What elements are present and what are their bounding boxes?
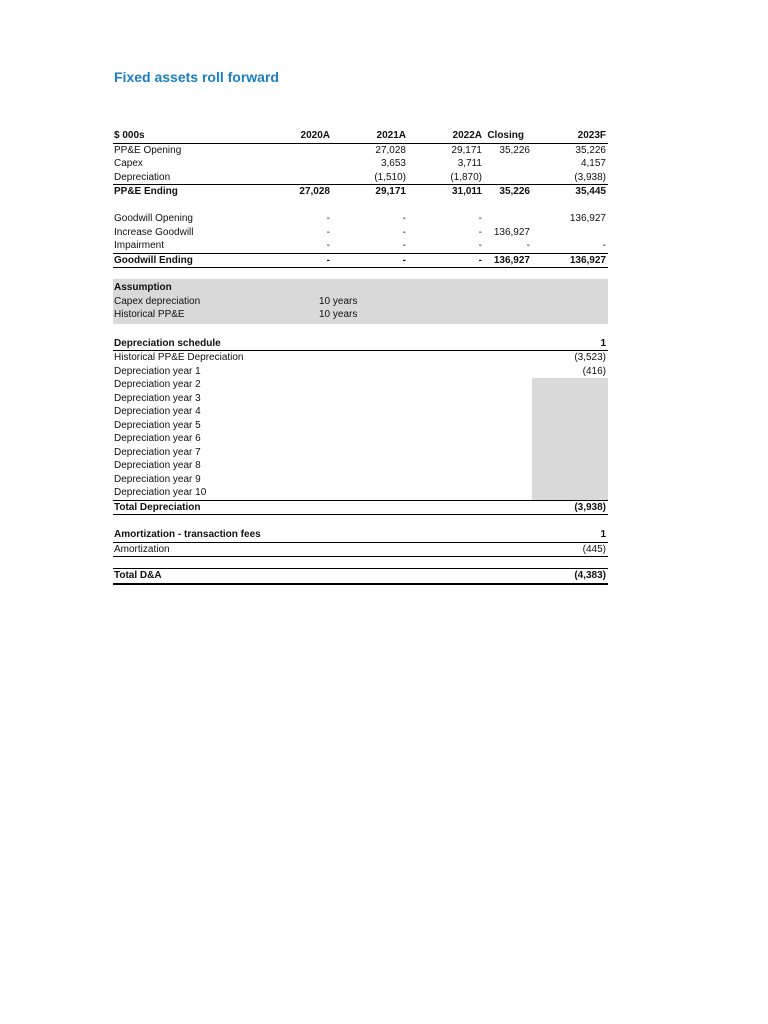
row-label: Historical PP&E	[114, 309, 185, 320]
shaded-cell	[532, 378, 608, 392]
depreciation-schedule-heading-row	[113, 337, 608, 352]
row-label: Impairment	[114, 240, 165, 251]
col-2023f: 2023F	[577, 130, 606, 141]
row-label: Amortization	[114, 543, 170, 555]
cell: 31,011	[451, 186, 482, 197]
section-heading: Amortization - transaction fees	[114, 529, 261, 540]
cell: 136,927	[493, 226, 530, 238]
row-label: Depreciation year 8	[114, 460, 201, 471]
row-label: Capex depreciation	[114, 295, 201, 307]
total-da-row	[113, 568, 608, 585]
cell: 1	[600, 337, 606, 349]
spacer	[113, 557, 608, 568]
historical-ppe-depreciation-row	[113, 351, 608, 365]
row-label: Depreciation year 6	[114, 433, 201, 444]
row-label: Goodwill Ending	[114, 254, 193, 266]
depreciation-year-row	[113, 473, 608, 487]
cell: -	[402, 254, 406, 266]
cell: -	[326, 240, 330, 251]
impairment-row	[113, 239, 608, 254]
depreciation-year-row	[113, 459, 608, 473]
row-label: Depreciation year 4	[114, 406, 201, 417]
cell: -	[478, 240, 482, 251]
cell: (4,383)	[574, 570, 606, 581]
cell: 10 years	[319, 309, 358, 320]
cell: -	[326, 226, 330, 238]
cell: 4,157	[580, 158, 606, 169]
header-row	[113, 129, 608, 144]
cell: 29,171	[375, 186, 406, 197]
cell: (416)	[582, 365, 606, 377]
cell: -	[602, 240, 606, 251]
cell: (1,870)	[450, 171, 482, 183]
cell: -	[326, 254, 330, 266]
cell: (3,938)	[574, 501, 606, 513]
fixed-assets-table	[113, 129, 608, 585]
spacer	[113, 199, 608, 213]
cell: 10 years	[319, 295, 358, 307]
cell: -	[478, 226, 482, 238]
goodwill-increase-row	[113, 226, 608, 240]
goodwill-ending-row	[113, 254, 608, 268]
cell: -	[478, 213, 482, 224]
cell: 136,927	[569, 213, 606, 224]
cell: 1	[600, 529, 606, 540]
row-label: PP&E Ending	[114, 186, 178, 197]
cell: 136,927	[493, 254, 530, 266]
page-title: Fixed assets roll forward	[114, 69, 279, 85]
col-2022a: 2022A	[452, 130, 482, 141]
col-closing: Closing	[487, 130, 524, 141]
capex-row	[113, 157, 608, 171]
section-heading: Depreciation schedule	[114, 337, 221, 349]
cell: (3,523)	[574, 352, 606, 363]
spacer	[113, 514, 608, 528]
row-label: Total D&A	[114, 570, 162, 581]
cell: (1,510)	[374, 171, 406, 183]
shaded-cell	[532, 392, 608, 406]
cell: 27,028	[375, 144, 406, 156]
goodwill-opening-row	[113, 212, 608, 226]
shaded-cell	[532, 432, 608, 446]
col-2020a: 2020A	[300, 130, 330, 141]
amortization-row	[113, 543, 608, 558]
cell: -	[402, 240, 406, 251]
shaded-cell	[532, 459, 608, 473]
total-depreciation-row	[113, 501, 608, 515]
depreciation-year-row	[113, 446, 608, 460]
depreciation-year-row	[113, 405, 608, 419]
depreciation-year-row	[113, 365, 608, 379]
row-label: Increase Goodwill	[114, 226, 194, 238]
amortization-heading-row	[113, 528, 608, 543]
cell: -	[326, 213, 330, 224]
shaded-cell	[532, 473, 608, 487]
cell: 35,226	[575, 144, 606, 156]
shaded-cell	[532, 486, 608, 500]
assumption-heading-row	[113, 281, 608, 295]
spacer	[113, 267, 608, 279]
cell: 35,226	[499, 186, 530, 197]
cell: (445)	[582, 543, 606, 555]
depreciation-year-row	[113, 432, 608, 446]
row-label: Depreciation year 3	[114, 392, 201, 404]
depreciation-year-row	[113, 378, 608, 392]
spacer	[113, 324, 608, 337]
cell: 3,653	[380, 158, 406, 169]
row-label: Historical PP&E Depreciation	[114, 352, 244, 363]
depreciation-year-row	[113, 392, 608, 406]
depreciation-year-row	[113, 419, 608, 433]
cell: -	[402, 226, 406, 238]
cell: 136,927	[569, 254, 606, 266]
cell: -	[526, 240, 530, 251]
row-label: Depreciation year 1	[114, 365, 201, 377]
depreciation-year-row	[113, 486, 608, 501]
cell: 35,226	[499, 144, 530, 156]
assumption-historical-row	[113, 308, 608, 322]
cell: 27,028	[299, 186, 330, 197]
section-heading: Assumption	[114, 282, 172, 293]
shaded-cell	[532, 446, 608, 460]
shaded-cell	[532, 419, 608, 433]
cell: (3,938)	[574, 171, 606, 183]
row-label: Depreciation	[114, 171, 171, 183]
assumption-block	[113, 279, 608, 324]
cell: 3,711	[457, 158, 482, 169]
ppe-opening-row	[113, 144, 608, 158]
row-label: Depreciation year 9	[114, 473, 201, 485]
row-label: Depreciation year 2	[114, 379, 201, 390]
row-label: Capex	[114, 158, 143, 169]
col-2021a: 2021A	[376, 130, 406, 141]
assumption-capex-row	[113, 295, 608, 309]
row-label: Depreciation year 10	[114, 487, 207, 498]
units-label: $ 000s	[114, 130, 145, 141]
row-label: PP&E Opening	[114, 144, 182, 156]
cell: -	[478, 254, 482, 266]
cell: 29,171	[451, 144, 482, 156]
cell: 35,445	[575, 186, 606, 197]
row-label: Total Depreciation	[114, 501, 201, 513]
cell: -	[402, 213, 406, 224]
row-label: Depreciation year 7	[114, 446, 201, 458]
row-label: Depreciation year 5	[114, 419, 201, 431]
depreciation-row	[113, 171, 608, 186]
shaded-cell	[532, 405, 608, 419]
row-label: Goodwill Opening	[114, 213, 193, 224]
ppe-ending-row	[113, 185, 608, 199]
